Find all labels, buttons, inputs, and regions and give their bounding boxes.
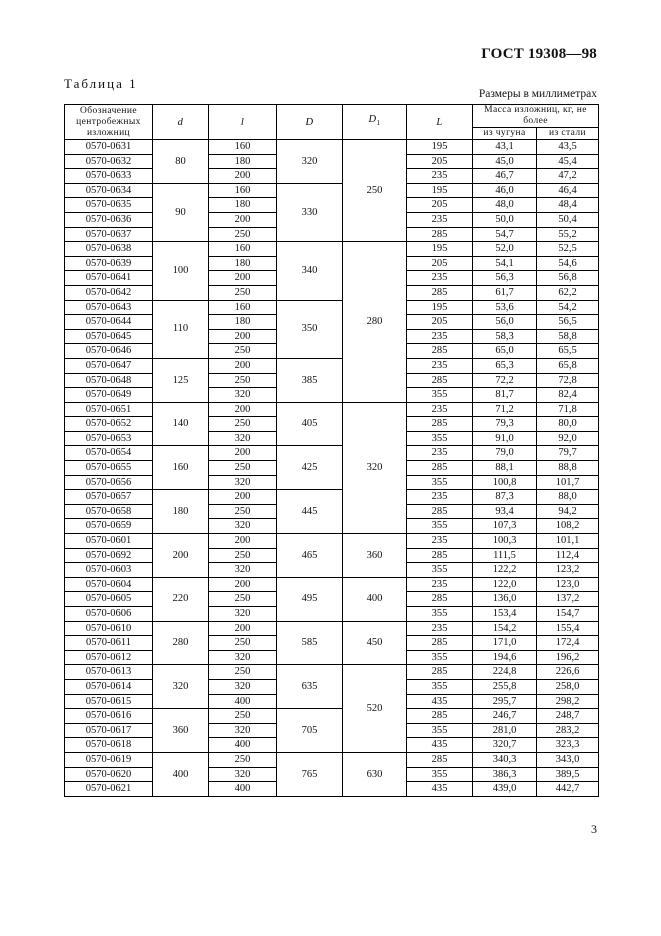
table-row bbox=[65, 577, 599, 592]
cell-mass-steel: 79,7 bbox=[537, 446, 599, 461]
cell-L: 235 bbox=[407, 577, 473, 592]
cell-designation: 0570-0621 bbox=[65, 782, 153, 797]
cell-L: 285 bbox=[407, 373, 473, 388]
cell-designation: 0570-0615 bbox=[65, 694, 153, 709]
cell-mass-cast-iron: 46,0 bbox=[473, 183, 537, 198]
cell-L: 355 bbox=[407, 723, 473, 738]
cell-designation: 0570-0632 bbox=[65, 154, 153, 169]
cell-L: 235 bbox=[407, 402, 473, 417]
cell-L: 355 bbox=[407, 607, 473, 622]
cell-l: 250 bbox=[209, 504, 277, 519]
cell-mass-steel: 71,8 bbox=[537, 402, 599, 417]
cell-mass-steel: 45,4 bbox=[537, 154, 599, 169]
cell-designation: 0570-0618 bbox=[65, 738, 153, 753]
cell-mass-cast-iron: 65,3 bbox=[473, 358, 537, 373]
cell-l: 250 bbox=[209, 417, 277, 432]
cell-designation: 0570-0637 bbox=[65, 227, 153, 242]
header-L: L bbox=[407, 105, 473, 140]
cell-D1: 520 bbox=[343, 665, 407, 753]
cell-designation: 0570-0648 bbox=[65, 373, 153, 388]
cell-L: 285 bbox=[407, 592, 473, 607]
cell-mass-steel: 258,0 bbox=[537, 679, 599, 694]
cell-D1: 320 bbox=[343, 402, 407, 533]
cell-mass-cast-iron: 88,1 bbox=[473, 461, 537, 476]
cell-designation: 0570-0614 bbox=[65, 679, 153, 694]
header-D1-subscript: 1 bbox=[376, 119, 381, 128]
cell-D: 495 bbox=[277, 577, 343, 621]
cell-l: 320 bbox=[209, 607, 277, 622]
header-d: d bbox=[153, 105, 209, 140]
cell-L: 235 bbox=[407, 621, 473, 636]
cell-L: 435 bbox=[407, 782, 473, 797]
cell-l: 180 bbox=[209, 198, 277, 213]
cell-mass-steel: 155,4 bbox=[537, 621, 599, 636]
cell-designation: 0570-0659 bbox=[65, 519, 153, 534]
header-D: D bbox=[277, 105, 343, 140]
cell-mass-cast-iron: 246,7 bbox=[473, 709, 537, 724]
cell-designation: 0570-0638 bbox=[65, 242, 153, 257]
cell-l: 160 bbox=[209, 242, 277, 257]
cell-designation: 0570-0652 bbox=[65, 417, 153, 432]
cell-l: 400 bbox=[209, 694, 277, 709]
cell-designation: 0570-0653 bbox=[65, 431, 153, 446]
cell-mass-steel: 101,7 bbox=[537, 475, 599, 490]
cell-mass-steel: 442,7 bbox=[537, 782, 599, 797]
header-designation: Обозначение центробежных изложниц bbox=[65, 105, 153, 140]
cell-mass-cast-iron: 87,3 bbox=[473, 490, 537, 505]
cell-mass-steel: 101,1 bbox=[537, 534, 599, 549]
cell-mass-steel: 65,5 bbox=[537, 344, 599, 359]
cell-mass-cast-iron: 58,3 bbox=[473, 329, 537, 344]
cell-l: 250 bbox=[209, 665, 277, 680]
cell-mass-steel: 56,5 bbox=[537, 315, 599, 330]
cell-l: 200 bbox=[209, 446, 277, 461]
cell-d: 110 bbox=[153, 300, 209, 358]
cell-mass-cast-iron: 43,1 bbox=[473, 140, 537, 155]
cell-l: 250 bbox=[209, 373, 277, 388]
cell-mass-cast-iron: 295,7 bbox=[473, 694, 537, 709]
cell-mass-steel: 52,5 bbox=[537, 242, 599, 257]
cell-L: 285 bbox=[407, 665, 473, 680]
cell-l: 180 bbox=[209, 315, 277, 330]
table-row bbox=[65, 665, 599, 680]
cell-mass-cast-iron: 340,3 bbox=[473, 752, 537, 767]
cell-l: 250 bbox=[209, 752, 277, 767]
cell-mass-cast-iron: 320,7 bbox=[473, 738, 537, 753]
cell-L: 235 bbox=[407, 271, 473, 286]
cell-D: 635 bbox=[277, 665, 343, 709]
header-mass-steel: из стали bbox=[537, 128, 599, 140]
cell-designation: 0570-0606 bbox=[65, 607, 153, 622]
cell-d: 400 bbox=[153, 752, 209, 796]
cell-d: 160 bbox=[153, 446, 209, 490]
cell-designation: 0570-0655 bbox=[65, 461, 153, 476]
cell-l: 320 bbox=[209, 475, 277, 490]
cell-l: 180 bbox=[209, 256, 277, 271]
cell-d: 280 bbox=[153, 621, 209, 665]
cell-designation: 0570-0605 bbox=[65, 592, 153, 607]
cell-designation: 0570-0601 bbox=[65, 534, 153, 549]
cell-mass-steel: 172,4 bbox=[537, 636, 599, 651]
cell-D: 445 bbox=[277, 490, 343, 534]
cell-L: 285 bbox=[407, 636, 473, 651]
table-row bbox=[65, 140, 599, 155]
cell-l: 180 bbox=[209, 154, 277, 169]
cell-L: 285 bbox=[407, 344, 473, 359]
cell-l: 200 bbox=[209, 490, 277, 505]
cell-designation: 0570-0657 bbox=[65, 490, 153, 505]
cell-L: 355 bbox=[407, 431, 473, 446]
cell-mass-steel: 283,2 bbox=[537, 723, 599, 738]
cell-designation: 0570-0649 bbox=[65, 388, 153, 403]
cell-designation: 0570-0646 bbox=[65, 344, 153, 359]
cell-D1: 280 bbox=[343, 242, 407, 403]
cell-designation: 0570-0635 bbox=[65, 198, 153, 213]
cell-mass-steel: 94,2 bbox=[537, 504, 599, 519]
cell-d: 100 bbox=[153, 242, 209, 300]
cell-d: 90 bbox=[153, 183, 209, 241]
cell-mass-steel: 54,6 bbox=[537, 256, 599, 271]
cell-d: 360 bbox=[153, 709, 209, 753]
cell-mass-cast-iron: 79,0 bbox=[473, 446, 537, 461]
cell-designation: 0570-0651 bbox=[65, 402, 153, 417]
header-mass-cast-iron: из чугуна bbox=[473, 128, 537, 140]
table-caption: Таблица 1 bbox=[64, 76, 138, 91]
cell-designation: 0570-0647 bbox=[65, 358, 153, 373]
cell-l: 200 bbox=[209, 577, 277, 592]
cell-l: 250 bbox=[209, 344, 277, 359]
cell-mass-cast-iron: 50,0 bbox=[473, 212, 537, 227]
cell-mass-steel: 55,2 bbox=[537, 227, 599, 242]
cell-l: 320 bbox=[209, 723, 277, 738]
cell-l: 400 bbox=[209, 782, 277, 797]
table-body bbox=[65, 140, 599, 797]
cell-mass-steel: 323,3 bbox=[537, 738, 599, 753]
units-note: Размеры в миллиметрах bbox=[478, 88, 597, 100]
table-row bbox=[65, 709, 599, 724]
cell-mass-cast-iron: 61,7 bbox=[473, 285, 537, 300]
cell-designation: 0570-0639 bbox=[65, 256, 153, 271]
cell-D: 330 bbox=[277, 183, 343, 241]
cell-D: 385 bbox=[277, 358, 343, 402]
cell-l: 320 bbox=[209, 431, 277, 446]
cell-L: 285 bbox=[407, 752, 473, 767]
cell-L: 355 bbox=[407, 519, 473, 534]
cell-mass-cast-iron: 46,7 bbox=[473, 169, 537, 184]
cell-mass-cast-iron: 100,3 bbox=[473, 534, 537, 549]
cell-mass-steel: 137,2 bbox=[537, 592, 599, 607]
cell-mass-cast-iron: 439,0 bbox=[473, 782, 537, 797]
cell-mass-cast-iron: 194,6 bbox=[473, 650, 537, 665]
cell-D1: 400 bbox=[343, 577, 407, 621]
cell-designation: 0570-0636 bbox=[65, 212, 153, 227]
table-row bbox=[65, 358, 599, 373]
cell-l: 200 bbox=[209, 402, 277, 417]
cell-l: 160 bbox=[209, 183, 277, 198]
cell-designation: 0570-0617 bbox=[65, 723, 153, 738]
cell-L: 195 bbox=[407, 183, 473, 198]
cell-L: 285 bbox=[407, 417, 473, 432]
cell-mass-steel: 196,2 bbox=[537, 650, 599, 665]
cell-mass-cast-iron: 91,0 bbox=[473, 431, 537, 446]
cell-mass-cast-iron: 107,3 bbox=[473, 519, 537, 534]
cell-mass-cast-iron: 255,8 bbox=[473, 679, 537, 694]
cell-mass-steel: 54,2 bbox=[537, 300, 599, 315]
standard-header: ГОСТ 19308—98 bbox=[481, 46, 597, 62]
cell-D: 320 bbox=[277, 140, 343, 184]
cell-l: 400 bbox=[209, 738, 277, 753]
cell-mass-cast-iron: 386,3 bbox=[473, 767, 537, 782]
cell-designation: 0570-0604 bbox=[65, 577, 153, 592]
table-row bbox=[65, 752, 599, 767]
cell-l: 320 bbox=[209, 767, 277, 782]
cell-L: 205 bbox=[407, 154, 473, 169]
cell-mass-steel: 82,4 bbox=[537, 388, 599, 403]
cell-D: 465 bbox=[277, 534, 343, 578]
cell-mass-steel: 88,8 bbox=[537, 461, 599, 476]
cell-L: 235 bbox=[407, 358, 473, 373]
header-D1 bbox=[343, 105, 407, 140]
cell-D: 425 bbox=[277, 446, 343, 490]
cell-mass-steel: 72,8 bbox=[537, 373, 599, 388]
cell-designation: 0570-0620 bbox=[65, 767, 153, 782]
cell-designation: 0570-0643 bbox=[65, 300, 153, 315]
cell-designation: 0570-0611 bbox=[65, 636, 153, 651]
cell-D: 705 bbox=[277, 709, 343, 753]
cell-designation: 0570-0619 bbox=[65, 752, 153, 767]
cell-L: 205 bbox=[407, 315, 473, 330]
table-row bbox=[65, 300, 599, 315]
cell-l: 200 bbox=[209, 358, 277, 373]
cell-mass-cast-iron: 53,6 bbox=[473, 300, 537, 315]
cell-L: 285 bbox=[407, 548, 473, 563]
cell-mass-steel: 298,2 bbox=[537, 694, 599, 709]
cell-mass-cast-iron: 153,4 bbox=[473, 607, 537, 622]
cell-L: 285 bbox=[407, 461, 473, 476]
cell-designation: 0570-0644 bbox=[65, 315, 153, 330]
cell-L: 195 bbox=[407, 242, 473, 257]
cell-mass-cast-iron: 81,7 bbox=[473, 388, 537, 403]
cell-mass-cast-iron: 171,0 bbox=[473, 636, 537, 651]
table-row bbox=[65, 183, 599, 198]
header-mass: Масса изложниц, кг, не более bbox=[473, 105, 599, 128]
cell-L: 435 bbox=[407, 738, 473, 753]
cell-mass-cast-iron: 100,8 bbox=[473, 475, 537, 490]
cell-l: 320 bbox=[209, 519, 277, 534]
cell-mass-steel: 112,4 bbox=[537, 548, 599, 563]
cell-mass-steel: 48,4 bbox=[537, 198, 599, 213]
cell-l: 200 bbox=[209, 329, 277, 344]
header-D1-base: D bbox=[368, 114, 377, 126]
cell-mass-steel: 248,7 bbox=[537, 709, 599, 724]
cell-designation: 0570-0642 bbox=[65, 285, 153, 300]
cell-D1: 250 bbox=[343, 140, 407, 242]
cell-mass-steel: 43,5 bbox=[537, 140, 599, 155]
cell-l: 250 bbox=[209, 592, 277, 607]
cell-L: 355 bbox=[407, 679, 473, 694]
cell-l: 250 bbox=[209, 461, 277, 476]
cell-l: 250 bbox=[209, 227, 277, 242]
cell-l: 200 bbox=[209, 534, 277, 549]
cell-l: 320 bbox=[209, 388, 277, 403]
cell-mass-steel: 226,6 bbox=[537, 665, 599, 680]
cell-L: 285 bbox=[407, 227, 473, 242]
cell-l: 250 bbox=[209, 636, 277, 651]
cell-mass-steel: 154,7 bbox=[537, 607, 599, 622]
cell-L: 355 bbox=[407, 475, 473, 490]
cell-mass-steel: 88,0 bbox=[537, 490, 599, 505]
cell-mass-cast-iron: 111,5 bbox=[473, 548, 537, 563]
cell-mass-steel: 46,4 bbox=[537, 183, 599, 198]
cell-designation: 0570-0645 bbox=[65, 329, 153, 344]
cell-l: 200 bbox=[209, 621, 277, 636]
cell-mass-cast-iron: 48,0 bbox=[473, 198, 537, 213]
cell-L: 355 bbox=[407, 563, 473, 578]
cell-mass-cast-iron: 122,2 bbox=[473, 563, 537, 578]
cell-L: 235 bbox=[407, 446, 473, 461]
cell-l: 200 bbox=[209, 212, 277, 227]
header-l: l bbox=[209, 105, 277, 140]
table-row bbox=[65, 242, 599, 257]
cell-mass-cast-iron: 54,1 bbox=[473, 256, 537, 271]
cell-D: 765 bbox=[277, 752, 343, 796]
cell-mass-steel: 123,0 bbox=[537, 577, 599, 592]
cell-designation: 0570-0656 bbox=[65, 475, 153, 490]
cell-D1: 450 bbox=[343, 621, 407, 665]
cell-mass-cast-iron: 224,8 bbox=[473, 665, 537, 680]
cell-mass-cast-iron: 45,0 bbox=[473, 154, 537, 169]
table-row bbox=[65, 446, 599, 461]
cell-D: 585 bbox=[277, 621, 343, 665]
cell-D1: 360 bbox=[343, 534, 407, 578]
cell-designation: 0570-0610 bbox=[65, 621, 153, 636]
cell-designation: 0570-0612 bbox=[65, 650, 153, 665]
cell-L: 285 bbox=[407, 285, 473, 300]
cell-designation: 0570-0633 bbox=[65, 169, 153, 184]
cell-mass-cast-iron: 65,0 bbox=[473, 344, 537, 359]
cell-d: 80 bbox=[153, 140, 209, 184]
cell-D: 405 bbox=[277, 402, 343, 446]
cell-mass-steel: 65,8 bbox=[537, 358, 599, 373]
cell-D: 350 bbox=[277, 300, 343, 358]
cell-mass-steel: 80,0 bbox=[537, 417, 599, 432]
cell-L: 235 bbox=[407, 169, 473, 184]
cell-L: 285 bbox=[407, 504, 473, 519]
cell-d: 140 bbox=[153, 402, 209, 446]
cell-L: 355 bbox=[407, 650, 473, 665]
cell-L: 235 bbox=[407, 212, 473, 227]
cell-L: 355 bbox=[407, 388, 473, 403]
cell-l: 160 bbox=[209, 300, 277, 315]
cell-mass-cast-iron: 136,0 bbox=[473, 592, 537, 607]
page-number: 3 bbox=[591, 822, 597, 836]
cell-designation: 0570-0616 bbox=[65, 709, 153, 724]
cell-mass-steel: 389,5 bbox=[537, 767, 599, 782]
cell-mass-cast-iron: 71,2 bbox=[473, 402, 537, 417]
cell-l: 320 bbox=[209, 563, 277, 578]
cell-mass-cast-iron: 122,0 bbox=[473, 577, 537, 592]
cell-mass-cast-iron: 56,3 bbox=[473, 271, 537, 286]
dimensions-table bbox=[64, 104, 599, 797]
cell-mass-steel: 50,4 bbox=[537, 212, 599, 227]
cell-L: 195 bbox=[407, 140, 473, 155]
cell-L: 195 bbox=[407, 300, 473, 315]
cell-mass-cast-iron: 93,4 bbox=[473, 504, 537, 519]
cell-d: 200 bbox=[153, 534, 209, 578]
cell-L: 205 bbox=[407, 198, 473, 213]
cell-D1: 630 bbox=[343, 752, 407, 796]
table-row bbox=[65, 621, 599, 636]
cell-mass-steel: 56,8 bbox=[537, 271, 599, 286]
cell-mass-cast-iron: 72,2 bbox=[473, 373, 537, 388]
cell-mass-steel: 92,0 bbox=[537, 431, 599, 446]
cell-designation: 0570-0641 bbox=[65, 271, 153, 286]
cell-mass-cast-iron: 154,2 bbox=[473, 621, 537, 636]
cell-mass-steel: 62,2 bbox=[537, 285, 599, 300]
table-row bbox=[65, 534, 599, 549]
cell-D: 340 bbox=[277, 242, 343, 300]
cell-designation: 0570-0631 bbox=[65, 140, 153, 155]
cell-l: 320 bbox=[209, 650, 277, 665]
cell-l: 250 bbox=[209, 548, 277, 563]
cell-L: 355 bbox=[407, 767, 473, 782]
cell-l: 200 bbox=[209, 271, 277, 286]
cell-designation: 0570-0634 bbox=[65, 183, 153, 198]
cell-mass-cast-iron: 54,7 bbox=[473, 227, 537, 242]
cell-mass-steel: 123,2 bbox=[537, 563, 599, 578]
cell-L: 205 bbox=[407, 256, 473, 271]
cell-L: 435 bbox=[407, 694, 473, 709]
cell-L: 235 bbox=[407, 329, 473, 344]
cell-designation: 0570-0658 bbox=[65, 504, 153, 519]
cell-mass-cast-iron: 52,0 bbox=[473, 242, 537, 257]
cell-d: 125 bbox=[153, 358, 209, 402]
cell-L: 235 bbox=[407, 534, 473, 549]
cell-l: 160 bbox=[209, 140, 277, 155]
cell-d: 320 bbox=[153, 665, 209, 709]
cell-l: 250 bbox=[209, 709, 277, 724]
cell-d: 220 bbox=[153, 577, 209, 621]
cell-L: 235 bbox=[407, 490, 473, 505]
cell-l: 200 bbox=[209, 169, 277, 184]
cell-L: 285 bbox=[407, 709, 473, 724]
cell-designation: 0570-0692 bbox=[65, 548, 153, 563]
table-row bbox=[65, 402, 599, 417]
cell-designation: 0570-0613 bbox=[65, 665, 153, 680]
table-row bbox=[65, 490, 599, 505]
cell-mass-steel: 343,0 bbox=[537, 752, 599, 767]
cell-l: 320 bbox=[209, 679, 277, 694]
cell-designation: 0570-0603 bbox=[65, 563, 153, 578]
cell-mass-cast-iron: 79,3 bbox=[473, 417, 537, 432]
cell-mass-steel: 47,2 bbox=[537, 169, 599, 184]
cell-mass-steel: 58,8 bbox=[537, 329, 599, 344]
cell-d: 180 bbox=[153, 490, 209, 534]
cell-mass-cast-iron: 281,0 bbox=[473, 723, 537, 738]
cell-mass-steel: 108,2 bbox=[537, 519, 599, 534]
cell-mass-cast-iron: 56,0 bbox=[473, 315, 537, 330]
cell-l: 250 bbox=[209, 285, 277, 300]
cell-designation: 0570-0654 bbox=[65, 446, 153, 461]
